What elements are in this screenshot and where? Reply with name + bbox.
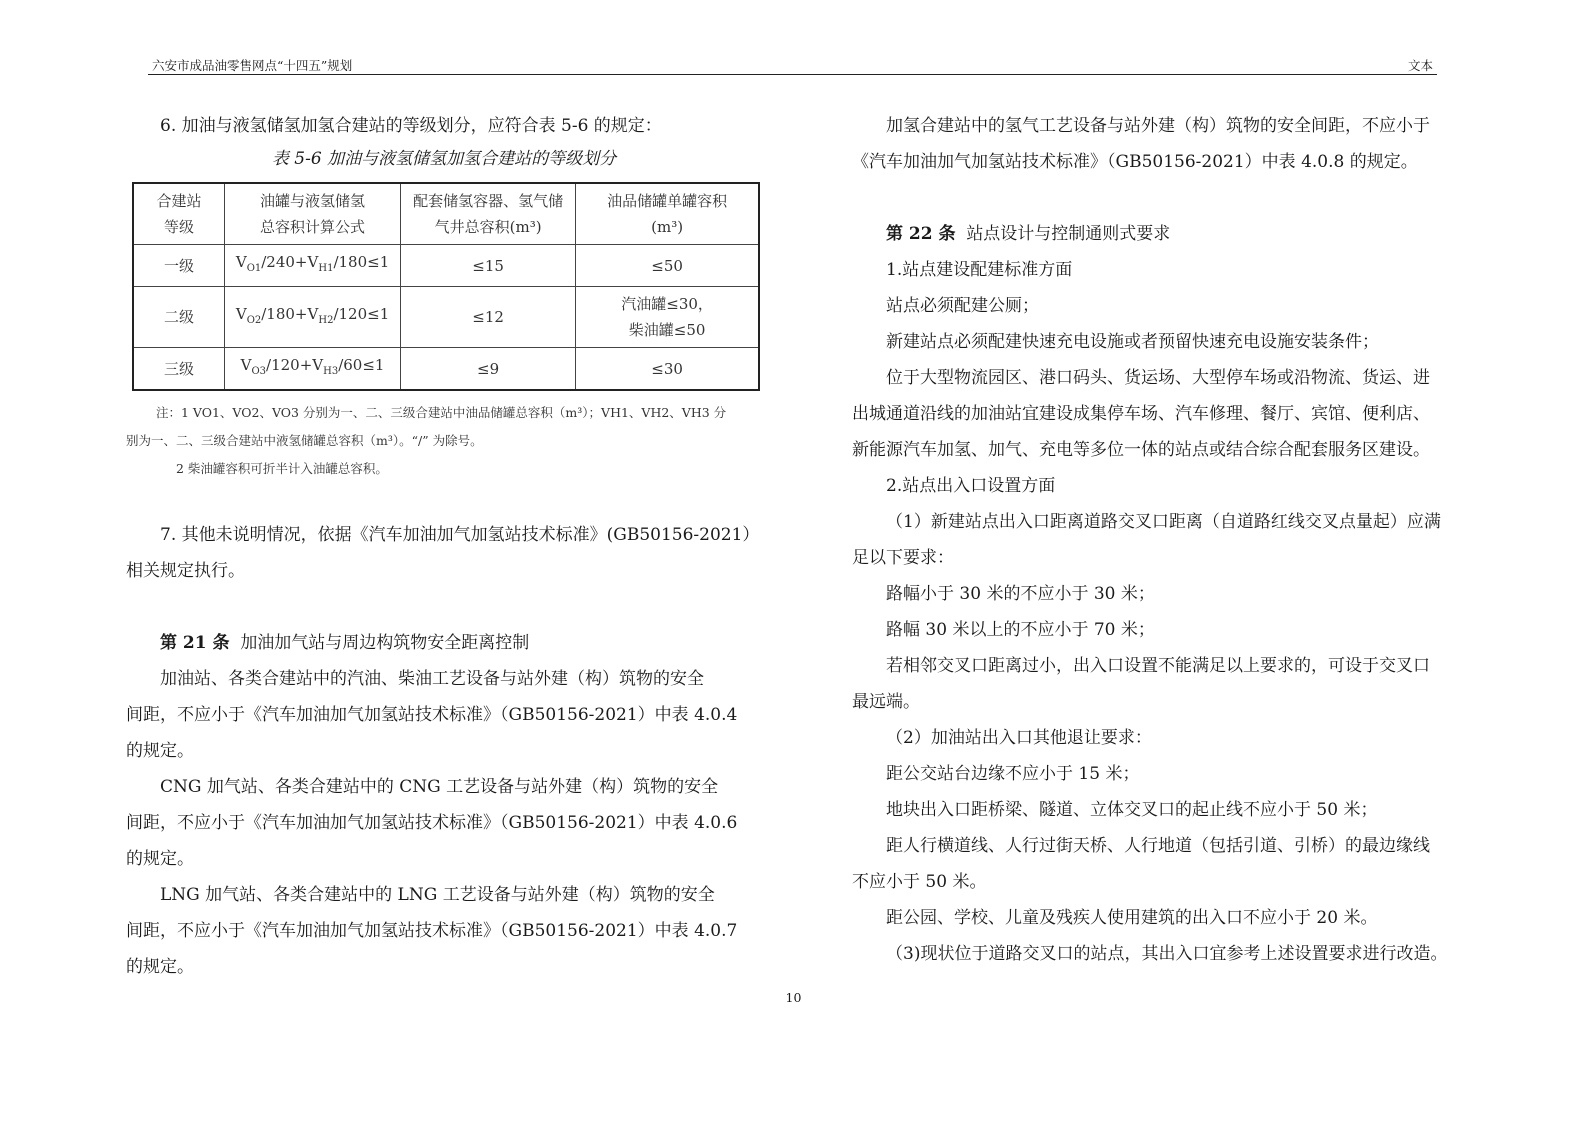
th-tank: 油品储罐单罐容积 (m³) <box>576 183 759 245</box>
note-1-line-1: 注：1 VO1、VO2、VO3 分别为一、二、三级合建站中油品储罐总容积（m³）；VH1、VH2、VH3 分 <box>156 405 727 420</box>
para-2-line-1: CNG 加气站、各类合建站中的 CNG 工艺设备与站外建（构）筑物的安全 <box>160 777 719 797</box>
grade-table <box>132 182 760 391</box>
cell-tank: ≤50 <box>576 245 759 287</box>
table-row <box>133 287 759 348</box>
section-1-c-line-3: 新能源汽车加氢、加气、充电等多位一体的站点或结合综合配套服务区建设。 <box>852 440 1430 460</box>
th-grade: 合建站 等级 <box>133 183 225 245</box>
cell-storage: ≤9 <box>401 348 576 391</box>
para-1-line-2: 间距，不应小于《汽车加油加气加氢站技术标准》（GB50156-2021）中表 4.0.4 <box>126 705 738 725</box>
section-2-h-line-2: 不应小于 50 米。 <box>852 872 987 892</box>
section-2-c: 路幅 30 米以上的不应小于 70 米； <box>886 620 1155 640</box>
section-2-f: 距公交站台边缘不应小于 15 米； <box>886 764 1140 784</box>
para-1-line-3: 的规定。 <box>126 741 194 761</box>
section-1-b: 新建站点必须配建快速充电设施或者预留快速充电设施安装条件； <box>886 332 1379 352</box>
cell-tank: 汽油罐≤30， 柴油罐≤50 <box>576 287 759 348</box>
note-1-line-2: 别为一、二、三级合建站中液氢储罐总容积（m³）。“/” 为除号。 <box>126 433 483 448</box>
section-2-heading: 2.站点出入口设置方面 <box>886 476 1056 496</box>
section-2-d-line-1: 若相邻交叉口距离过小，出入口设置不能满足以上要求的，可设于交叉口 <box>886 656 1430 676</box>
th-storage: 配套储氢容器、氢气储 气井总容积(m³) <box>401 183 576 245</box>
para-2-line-3: 的规定。 <box>126 849 194 869</box>
section-2-j: （3)现状位于道路交叉口的站点，其出入口宜参考上述设置要求进行改造。 <box>886 944 1448 964</box>
section-2-b: 路幅小于 30 米的不应小于 30 米； <box>886 584 1155 604</box>
cell-tank: ≤30 <box>576 348 759 391</box>
section-2-e: （2）加油站出入口其他退让要求： <box>886 728 1152 748</box>
running-header <box>148 54 1437 75</box>
th-formula: 油罐与液氢储氢 总容积计算公式 <box>225 183 401 245</box>
section-1-c-line-1: 位于大型物流园区、港口码头、货运场、大型停车场或沿物流、货运、进 <box>886 368 1430 388</box>
cell-grade: 二级 <box>133 287 225 348</box>
table-row <box>133 348 759 391</box>
para-2-line-2: 间距，不应小于《汽车加油加气加氢站技术标准》（GB50156-2021）中表 4.0.6 <box>126 813 738 833</box>
hydrogen-para-line-2: 《汽车加油加气加氢站技术标准》（GB50156-2021）中表 4.0.8 的规定。 <box>852 152 1418 172</box>
section-2-a-line-2: 足以下要求： <box>852 548 954 568</box>
item-7-line-2: 相关规定执行。 <box>126 561 245 581</box>
para-1-line-1: 加油站、各类合建站中的汽油、柴油工艺设备与站外建（构）筑物的安全 <box>160 669 704 689</box>
section-1-heading: 1.站点建设配建标准方面 <box>886 260 1073 280</box>
table-header-row <box>133 183 759 245</box>
section-2-g: 地块出入口距桥梁、隧道、立体交叉口的起止线不应小于 50 米； <box>886 800 1378 820</box>
page-number: 10 <box>785 990 802 1005</box>
item-7-line-1: 7. 其他未说明情况，依据《汽车加油加气加氢站技术标准》(GB50156-2021） <box>160 525 760 545</box>
cell-storage: ≤12 <box>401 287 576 348</box>
cell-storage: ≤15 <box>401 245 576 287</box>
para-3-line-3: 的规定。 <box>126 957 194 977</box>
note-2: 2 柴油罐容积可折半计入油罐总容积。 <box>176 461 388 476</box>
article-22-heading: 第 22 条 站点设计与控制通则式要求 <box>886 224 1171 244</box>
article-21-heading: 第 21 条 加油加气站与周边构筑物安全距离控制 <box>160 633 530 653</box>
table-caption: 表 5-6 加油与液氢储氢加氢合建站的等级划分 <box>271 149 617 169</box>
section-2-i: 距公园、学校、儿童及残疾人使用建筑的出入口不应小于 20 米。 <box>886 908 1378 928</box>
section-1-c-line-2: 出城通道沿线的加油站宜建设成集停车场、汽车修理、餐厅、宾馆、便利店、 <box>852 404 1430 424</box>
cell-grade: 三级 <box>133 348 225 391</box>
cell-grade: 一级 <box>133 245 225 287</box>
table-notes <box>126 399 762 483</box>
para-3-line-2: 间距，不应小于《汽车加油加气加氢站技术标准》（GB50156-2021）中表 4.0.7 <box>126 921 738 941</box>
item-6: 6. 加油与液氢储氢加氢合建站的等级划分，应符合表 5-6 的规定： <box>160 116 662 136</box>
cell-formula: $V_{O1}/240+V_{H1}/180\le 1$ <box>225 245 401 287</box>
section-2-d-line-2: 最远端。 <box>852 692 920 712</box>
hydrogen-para-line-1: 加氢合建站中的氢气工艺设备与站外建（构）筑物的安全间距，不应小于 <box>886 116 1430 136</box>
para-3-line-1: LNG 加气站、各类合建站中的 LNG 工艺设备与站外建（构）筑物的安全 <box>160 885 715 905</box>
right-column <box>852 108 1488 972</box>
header-title: 六安市成品油零售网点“十四五”规划 <box>152 58 353 73</box>
table-row <box>133 245 759 287</box>
cell-formula: $V_{O2}/180+V_{H2}/120\le 1$ <box>225 287 401 348</box>
section-2-h-line-1: 距人行横道线、人行过街天桥、人行地道（包括引道、引桥）的最边缘线 <box>886 836 1430 856</box>
section-2-a-line-1: （1）新建站点出入口距离道路交叉口距离（自道路红线交叉点量起）应满 <box>886 512 1441 532</box>
cell-formula: $V_{O3}/120+V_{H3}/60\le 1$ <box>225 348 401 391</box>
left-column <box>126 108 762 985</box>
header-section: 文本 <box>1407 58 1433 73</box>
section-1-a: 站点必须配建公厕； <box>886 296 1039 316</box>
